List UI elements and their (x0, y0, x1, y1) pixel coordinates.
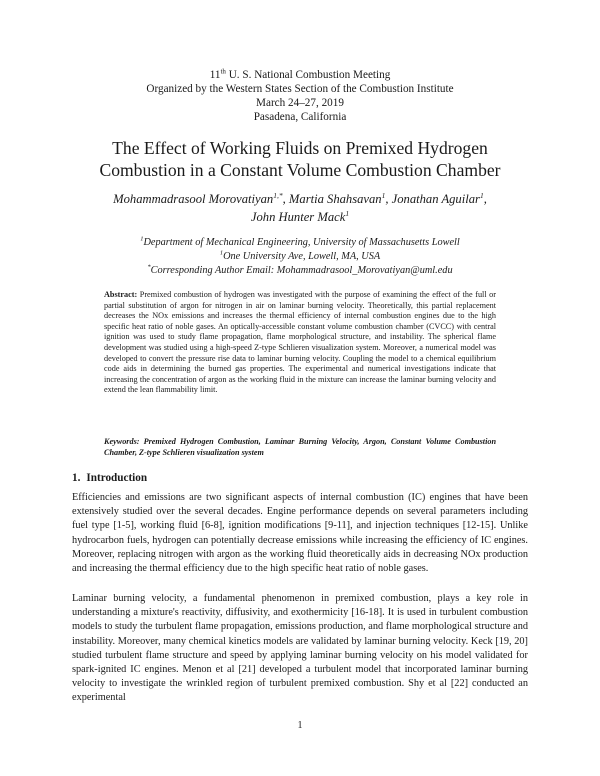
author-line-2 (40, 208, 560, 226)
section-heading (72, 472, 153, 484)
abstract-label: Abstract: (104, 290, 138, 299)
author-name: Martia Shahsavan (288, 192, 382, 206)
author-separator: , (385, 192, 392, 206)
affiliations (40, 236, 560, 278)
affil-text: One University Ave, Lowell, MA, USA (223, 251, 381, 262)
affil-text: Corresponding Author Email: Mohammadrasool_Morovatiyan@uml.edu (150, 265, 453, 276)
body-paragraph: Laminar burning velocity, a fundamental phenomenon in premixed combustion, plays a key role in understanding a mixture's reactivity, diffusivity, and exothermicity [16-18]. It is used in turbulent combustion models to study the turbulent flame propagation, emissions production, and flame morphological structure and instability. Moreover, many chemical kinetics models are validated by laminar burning velocity. Keck [19, 20] studied turbulent flame structure and speed by applying laminar burning velocity on his model validated for spark-ignited IC engines. Menon et al [21] developed a turbulent model that incorporated laminar burning velocity to investigate the wrinkled region of turbulent premixed combustion. Shy et al [22] conducted an experimental (72, 593, 528, 704)
affil-mark: * (147, 263, 151, 271)
abstract-text: Premixed combustion of hydrogen was investigated with the purpose of examining the effect of the full or partial substitution of argon for nitrogen in air on laminar burning velocity. Theoretically, this partial replacement decreases the NOx emissions and increases the thermal efficiency of internal combustion engines due to the high specific heat ratio of noble gases. An optically-accessible constant volume combustion chamber (CVCC) with central ignition was used to study flame propagation, flame morphological structure, and instability. The spherical flame development was studied using a high-speed Z-type Schlieren visualization system. Moreover, a numerical model was developed to convert the pressure rise data to laminar burning velocity. Coupling the model to a chemical equilibrium code aids in determining the burned gas properties. The experimental and numerical investigations indicate that increasing the concentration of argon as the working fluid in the mixture can increase the laminar burning velocity and extend the lean flammability limit. (104, 290, 496, 395)
title-line-2: Combustion in a Constant Volume Combustion Chamber (99, 160, 501, 180)
body-paragraph: Efficiencies and emissions are two significant aspects of internal combustion (IC) engines that have been extensively studied over the several decades. Engine performance depends on several parameters including fuel type [1-5], working fluid [6-8], ignition modifications [9-11], and injection techniques [12-15]. Unlike hydrocarbon fuels, hydrogen can potentially decrease emissions while increasing the efficiency of IC engines. Moreover, replacing nitrogen with argon as the working fluid theoretically aids in decreasing NOx production and increasing the thermal efficiency due to the high specific heat ratio of noble gases. (72, 492, 528, 575)
conference-organizer: Organized by the Western States Section of the Combustion Institute (146, 83, 454, 95)
author-separator: , (282, 192, 289, 206)
affiliation-email (40, 264, 560, 278)
page-number: 1 (297, 720, 303, 731)
section-number: 1. (72, 472, 81, 484)
author-affil-mark: 1 (381, 190, 386, 200)
affiliation-department (40, 236, 560, 250)
keywords: Keywords: Premixed Hydrogen Combustion, Laminar Burning Velocity, Argon, Constant Volume Combustion Chamber, Z-type Schlieren visualization system (104, 437, 496, 457)
conference-header (0, 68, 600, 124)
author-affil-mark: 1,* (273, 190, 283, 200)
edition-rest: U. S. National Combustion Meeting (225, 69, 391, 81)
author-separator: , (483, 192, 487, 206)
author-name: John Hunter Mack (250, 210, 346, 224)
edition-number: 11 (209, 69, 221, 81)
section-title: Introduction (86, 472, 148, 484)
author-name: Mohammadrasool Morovatiyan (113, 192, 274, 206)
affil-mark: 1 (219, 249, 224, 257)
paper-title (40, 137, 560, 181)
affil-mark: 1 (140, 235, 144, 243)
affil-text: Department of Mechanical Engineering, University of Massachusetts Lowell (143, 237, 460, 248)
abstract (104, 290, 496, 396)
author-list (40, 190, 560, 226)
author-affil-mark: 1 (479, 190, 484, 200)
conference-dates: March 24–27, 2019 (256, 97, 344, 109)
author-name: Jonathan Aguilar (391, 192, 480, 206)
author-line-1 (40, 190, 560, 208)
conference-location: Pasadena, California (253, 111, 347, 123)
conference-edition (0, 68, 600, 82)
edition-suffix: th (220, 67, 226, 76)
author-affil-mark: 1 (345, 208, 350, 218)
affiliation-address (40, 250, 560, 264)
title-line-1: The Effect of Working Fluids on Premixed Hydrogen (112, 138, 488, 158)
